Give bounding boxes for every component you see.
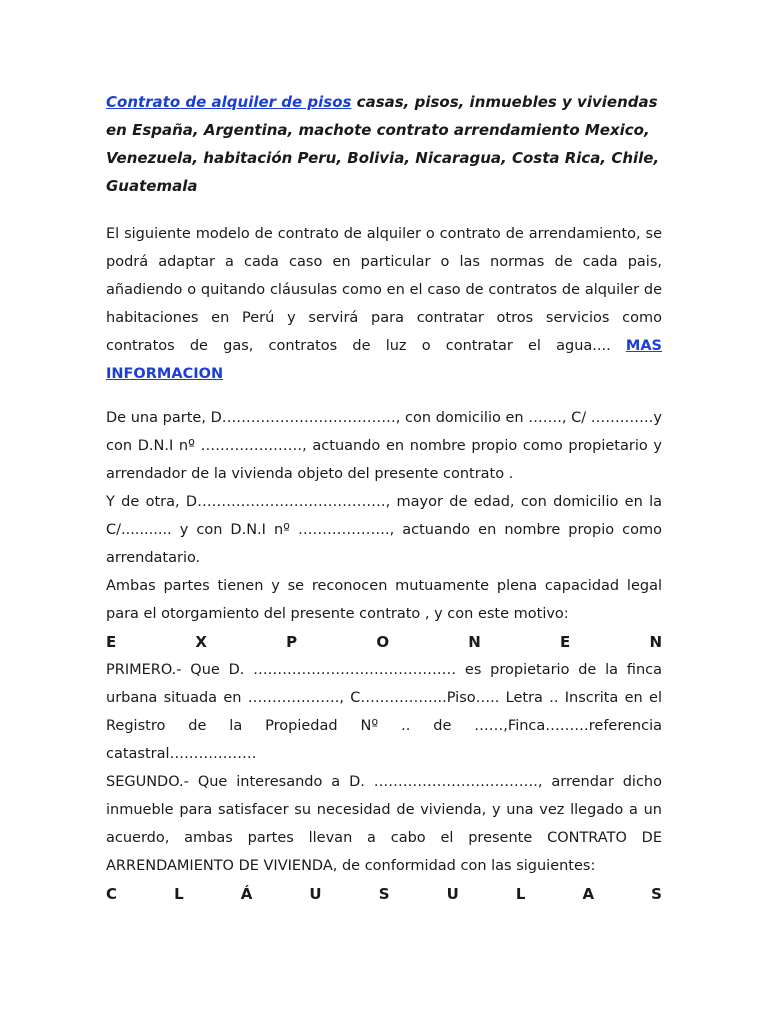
intro-paragraph	[106, 220, 662, 388]
exponen-letter: E	[106, 633, 117, 651]
exponen-letter: E	[560, 633, 571, 651]
clausulas-letter: L	[174, 885, 184, 903]
parties-paragraph: De una parte, D………………………………, con domicilio en ……., C/ ………….y con D.N.I nº …………………, actuando en nombre propio como propietario y arrendador de la vivienda objeto del presente contrato .	[106, 410, 662, 482]
more-info-link[interactable]: MAS INFORMACION	[106, 338, 662, 382]
clausulas-letter: S	[378, 885, 390, 903]
capacity-paragraph: Ambas partes tienen y se reconocen mutuamente plena capacidad legal para el otorgamiento del presente contrato , y con este motivo:	[106, 578, 662, 622]
clausulas-letter: L	[515, 885, 526, 903]
exponen-letter: P	[286, 633, 298, 651]
exponen-heading	[106, 628, 662, 656]
clausulas-letter: U	[446, 885, 459, 903]
intro-text: El siguiente modelo de contrato de alquiler o contrato de arrendamiento, se podrá adaptar a cada caso en particular o las normas de cada pais, añadiendo o quitando cláusulas como en el caso de contratos de alquiler de habitaciones en Perú y servirá para contratar otros servicios como contratos de gas, contratos de luz o contratar el agua....	[106, 226, 662, 354]
clausulas-letter: U	[309, 885, 322, 903]
exponen-letter: O	[376, 633, 390, 651]
heading-rest: casas, pisos, inmuebles y viviendas en España, Argentina, machote contrato arrendamiento Mexico, Venezuela, habitación Peru, Bolivia, Nicaragua, Costa Rica, Chile, Guatemala	[106, 93, 660, 195]
clausulas-letter: S	[651, 885, 662, 903]
document-heading	[106, 88, 662, 200]
other-party-paragraph: Y de otra, D…………………………………, mayor de edad, con domicilio en la C/........... y con D.N.I nº ………………., actuando en nombre propio como arrendatario.	[106, 494, 662, 566]
exponen-letter: N	[468, 633, 481, 651]
contract-title-link[interactable]: Contrato de alquiler de pisos	[106, 93, 352, 111]
clausulas-letter: A	[582, 885, 595, 903]
document-page	[106, 88, 662, 908]
clausulas-letter: Á	[240, 885, 253, 903]
clausulas-letter: C	[106, 885, 118, 903]
segundo-paragraph: SEGUNDO.- Que interesando a D. ……………………………., arrendar dicho inmueble para satisfacer su necesidad de vivienda, y una vez llegado a un acuerdo, ambas partes llevan a cabo el presente CONTRATO DE ARRENDAMIENTO DE VIVIENDA, de conformidad con las siguientes:	[106, 774, 662, 874]
exponen-letter: X	[195, 633, 207, 651]
clausulas-heading	[106, 880, 662, 908]
primero-paragraph: PRIMERO.- Que D. …………………………………… es propietario de la finca urbana situada en ………………., C……………...Piso….. Letra .. Inscrita en el Registro de la Propiedad Nº .. de ……,Finca………referencia catastral………………	[106, 662, 662, 762]
exponen-letter: N	[649, 633, 662, 651]
